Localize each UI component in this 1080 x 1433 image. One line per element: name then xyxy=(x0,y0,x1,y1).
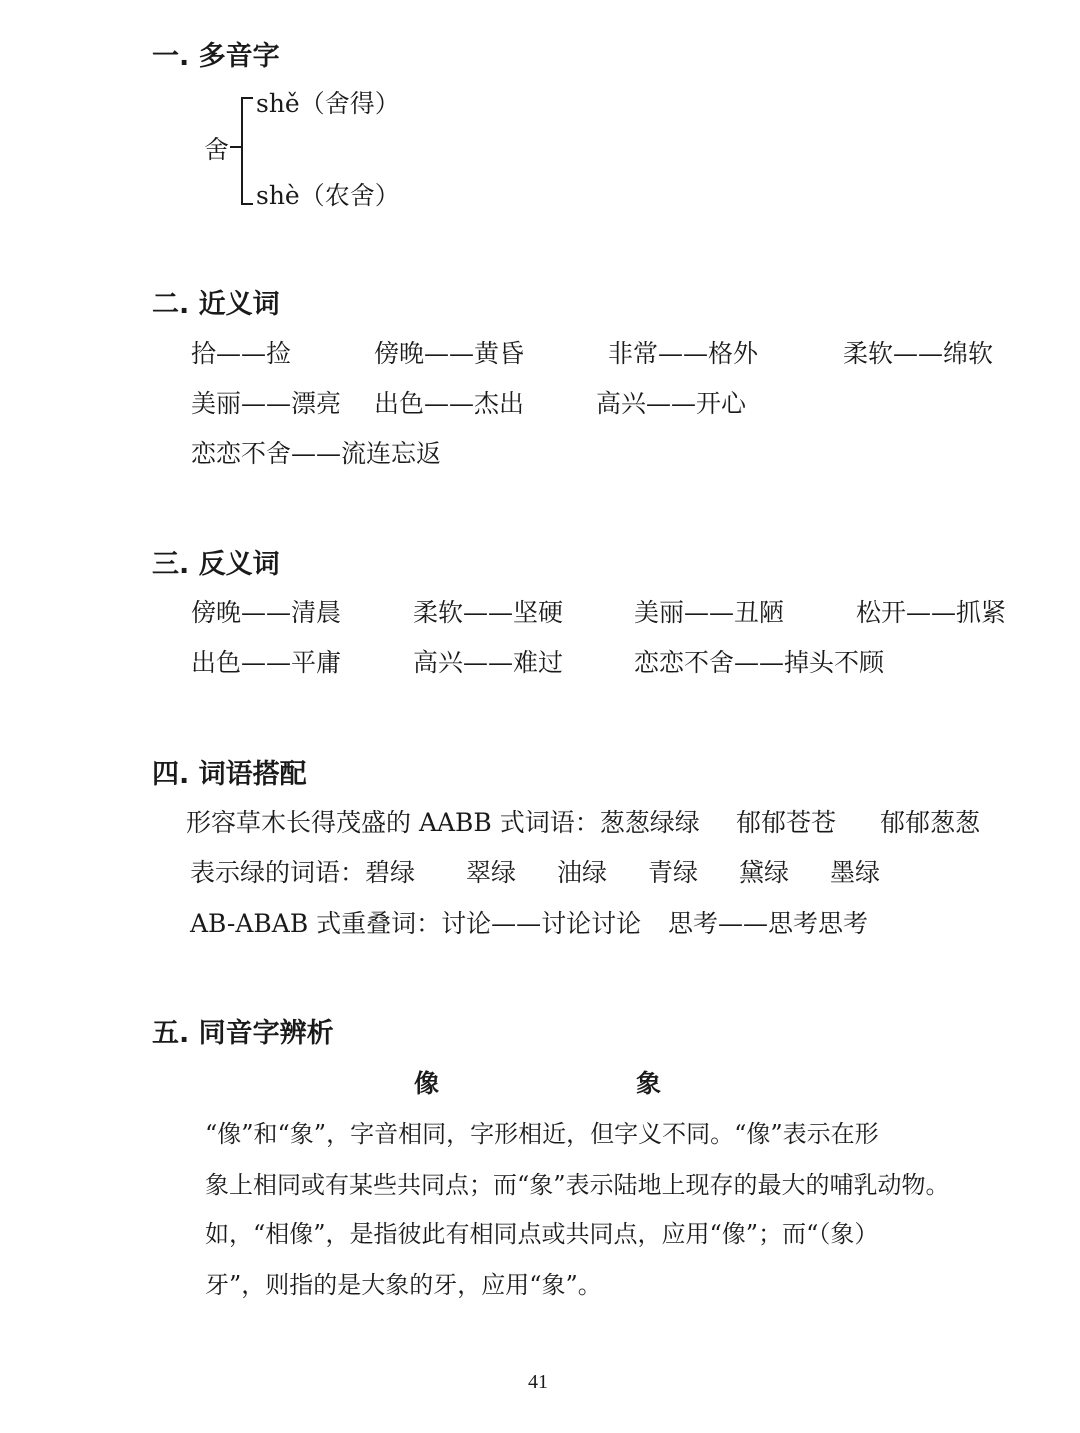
synonym-pair: 柔软——绵软 xyxy=(843,339,994,368)
collocation-word: 黛绿 xyxy=(739,858,790,887)
antonym-pair: 出色——平庸 xyxy=(191,648,342,677)
antonym-pair: 柔软——坚硬 xyxy=(413,598,564,627)
paragraph-line: 象上相同或有某些共同点；而“象”表示陆地上现存的最大的哺乳动物。 xyxy=(205,1171,950,1199)
paragraph-line: 如，“相像”，是指彼此有相同点或共同点，应用“像”；而“（象） xyxy=(205,1220,879,1248)
synonym-pair: 美丽——漂亮 xyxy=(191,389,342,418)
bracket xyxy=(241,97,253,205)
collocation-word: 郁郁葱葱 xyxy=(880,808,981,837)
collocation-word: 油绿 xyxy=(557,858,608,887)
collocation-word: 思考——思考思考 xyxy=(668,909,869,938)
collocation-text: 形容草木长得茂盛的 AABB 式词语：葱葱绿绿 xyxy=(186,808,700,837)
reading-2: shè（农舍） xyxy=(256,181,400,210)
antonym-pair: 松开——抓紧 xyxy=(856,598,1007,627)
synonym-pair: 高兴——开心 xyxy=(596,389,747,418)
collocation-word: 翠绿 xyxy=(466,858,517,887)
collocation-word: 墨绿 xyxy=(830,858,881,887)
section-4-heading: 四. 词语搭配 xyxy=(152,759,307,790)
collocation-word: 郁郁苍苍 xyxy=(736,808,837,837)
antonym-pair: 美丽——丑陋 xyxy=(634,598,785,627)
synonym-pair: 出色——杰出 xyxy=(374,389,525,418)
antonym-pair: 高兴——难过 xyxy=(413,648,564,677)
paragraph-line: 牙”，则指的是大象的牙，应用“象”。 xyxy=(205,1271,602,1299)
collocation-text: 表示绿的词语：碧绿 xyxy=(190,858,416,887)
homophone-char: 象 xyxy=(636,1069,662,1098)
polyphone-char: 舍 xyxy=(204,135,230,164)
reading-1: shě（舍得） xyxy=(256,89,400,118)
synonym-pair: 拾——捡 xyxy=(191,339,292,368)
collocation-word: 青绿 xyxy=(648,858,699,887)
antonym-pair: 恋恋不舍——掉头不顾 xyxy=(634,648,885,677)
section-1-heading: 一. 多音字 xyxy=(152,41,280,72)
synonym-pair: 非常——格外 xyxy=(608,339,759,368)
section-2-heading: 二. 近义词 xyxy=(152,289,280,320)
collocation-text: AB-ABAB 式重叠词：讨论——讨论讨论 xyxy=(190,909,642,938)
synonym-pair: 傍晚——黄昏 xyxy=(374,339,525,368)
paragraph-line: “像”和“象”，字音相同，字形相近，但字义不同。“像”表示在形 xyxy=(205,1120,879,1148)
synonym-pair: 恋恋不舍——流连忘返 xyxy=(191,439,442,468)
page-number: 41 xyxy=(528,1371,548,1393)
antonym-pair: 傍晚——清晨 xyxy=(191,598,342,627)
homophone-char: 像 xyxy=(414,1069,440,1098)
section-3-heading: 三. 反义词 xyxy=(152,549,280,580)
section-5-heading: 五. 同音字辨析 xyxy=(152,1018,334,1049)
